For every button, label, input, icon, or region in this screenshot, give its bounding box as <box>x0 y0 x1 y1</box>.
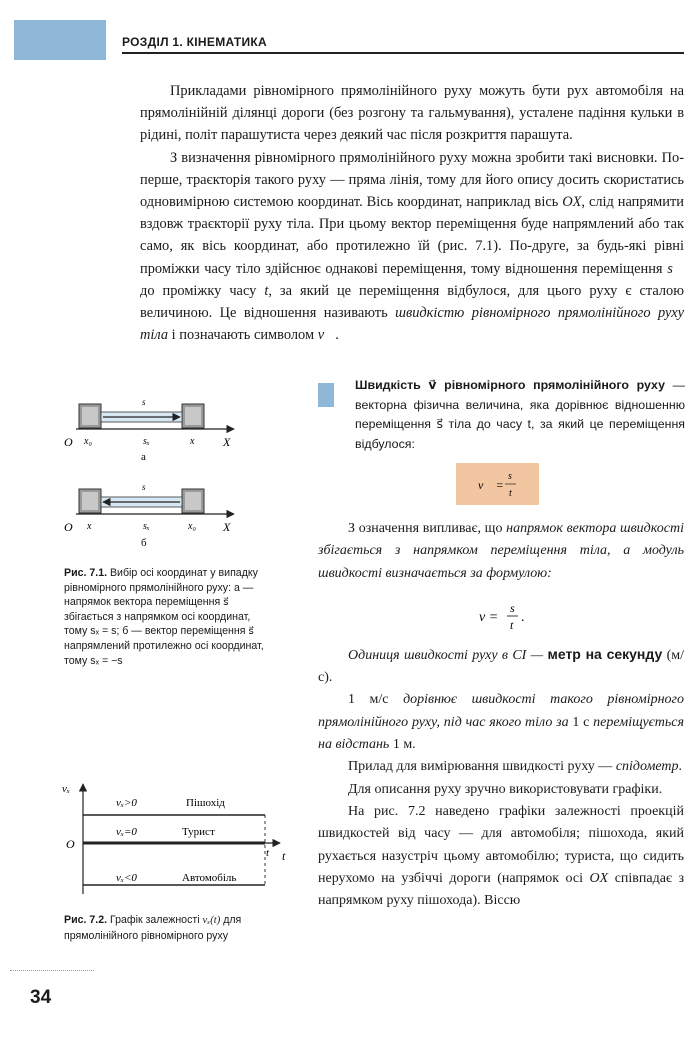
formula-speed-vector <box>456 463 539 505</box>
svg-text:x: x <box>87 521 92 532</box>
svg-text:s⃗: s⃗ <box>508 471 520 482</box>
figure-7-1 <box>58 392 248 552</box>
formula-box <box>456 463 539 505</box>
svg-text:O: O <box>64 520 73 534</box>
svg-text:sₓ: sₓ <box>143 521 150 532</box>
svg-text:Турист: Турист <box>182 826 215 838</box>
page-number: 34 <box>30 987 52 1008</box>
svg-text:.: . <box>521 609 525 625</box>
svg-text:а: а <box>141 451 146 463</box>
paragraph-unit: Одиниця швидкості руху в СІ — метр на секунду (м/с). <box>318 645 684 686</box>
svg-text:sₓ: sₓ <box>143 436 150 447</box>
svg-text:vₓ>0: vₓ>0 <box>116 797 137 809</box>
term-speed: швидкістю рівномірного прямолінійного руху тіла <box>140 305 685 344</box>
paragraph-direction: З означення випливає, що напрямок вектора швидкості збігається з напрямком переміщення тіла, а модуль швидкості визначається за формулою: <box>318 521 684 581</box>
svg-text:Автомобіль: Автомобіль <box>182 872 237 884</box>
svg-text:X: X <box>223 520 231 534</box>
figure-7-2-caption: Рис. 7.2. Графік залежності vₓ(t) для прямолінійного рівномірного руху <box>64 914 242 942</box>
svg-text:s⃗: s⃗ <box>142 482 153 492</box>
svg-text:X: X <box>223 435 231 449</box>
svg-text:O: O <box>64 435 73 449</box>
svg-text:t: t <box>509 488 512 499</box>
header-rule <box>122 52 684 54</box>
scan-artifact <box>10 970 94 971</box>
svg-text:x₀: x₀ <box>84 436 92 447</box>
figure-7-1-caption: Рис. 7.1. Вибір осі координат у випадку рівномірного прямолінійного руху: а — напрямок вектора переміщення s⃗ збігається з напрямком осі координат, тому sₓ = s; б — вектор переміщення s⃗ напрямлений протилежно осі координат, тому sₓ = −s <box>64 567 264 667</box>
svg-text:v⃗ =: v⃗ = <box>478 478 504 492</box>
svg-text:x: x <box>190 436 195 447</box>
definition-term: Швидкість v⃗ рівномірного прямолінійного руху <box>355 378 665 392</box>
paragraph-unit-definition: 1 м/с дорівнює швидкості такого рівномірного прямолінійного руху, під час якого тіло за 1 с переміщується на відстань 1 м. <box>318 692 684 753</box>
figure-7-1-b <box>64 482 234 549</box>
svg-text:v =: v = <box>479 609 499 625</box>
figure-7-2 <box>58 778 298 900</box>
svg-text:vₓ=0: vₓ=0 <box>116 826 137 838</box>
definition-block: Швидкість v⃗ рівномірного прямолінійного руху — векторна фізична величина, яка дорівнює відношенню переміщення s⃗ тіла до часу t, за який це переміщення відбулося: <box>355 378 685 451</box>
main-text <box>140 80 684 346</box>
svg-text:vₓ: vₓ <box>62 783 71 795</box>
paragraph-speedometer: Прилад для вимірювання швидкості руху — спідометр. <box>348 759 683 775</box>
svg-text:б: б <box>141 537 147 549</box>
svg-text:t: t <box>510 617 514 632</box>
svg-text:t: t <box>282 849 286 863</box>
svg-text:s⃗: s⃗ <box>142 397 153 407</box>
paragraph-conclusions: З визначення рівномірного прямолінійного руху можна зробити такі висновки. По-перше, траєкторія такого руху — пряма лінія, тому для його опису досить скористатись одновимірною системою координат. Вісь координат, наприклад вісь OX, слід напрямити вздовж траєкторії руху тіла. При цьому вектор переміщення буде напрямлений або так само, як вісь координат, або протилежно їй (рис. 7.1). По-друге, за будь-які рівні проміжки часу тіло здійснює однакові переміщення, тому відношення переміщення s⃗ до проміжку часу t, за який це переміщення відбулося, для цього руху є сталою величиною. Це відношення називають швидкістю рівномірного прямолінійного руху тіла і позначають символом v⃗. <box>140 149 685 344</box>
figure-7-1-a <box>64 397 234 463</box>
paragraph-examples: Прикладами рівномірного прямолінійного руху можуть бути рух автомобіля на прямолінійній ділянці дороги (без розгону та гальмування), усталене падіння кульки в рідині, політ парашутиста через деякий час після розкриття парашута. <box>140 83 684 144</box>
definition-marker <box>318 383 334 407</box>
svg-text:s: s <box>510 600 515 615</box>
paragraph-graphs: Для описання руху зручно використовувати графіки. <box>348 781 663 797</box>
section-color-tab <box>14 20 106 60</box>
svg-text:Пішохід: Пішохід <box>186 797 225 809</box>
section-title: РОЗДІЛ 1. КІНЕМАТИКА <box>122 35 268 49</box>
svg-text:vₓ<0: vₓ<0 <box>116 872 137 884</box>
formula-speed-scalar <box>318 585 684 643</box>
svg-text:x₀: x₀ <box>188 521 196 532</box>
right-column-text <box>318 518 684 912</box>
svg-text:O: O <box>66 837 75 851</box>
paragraph-figure-ref: На рис. 7.2 наведено графіки залежності проекцій швидкостей від часу — для автомобіля; пішохода, який рухається назустріч цьому автомобілю; туриста, що сидить нерухомо на узбіччі дороги (напрямок осі OX співпадає з напрямком руху пішохода). Віссю <box>318 803 684 909</box>
svg-text:t: t <box>266 847 270 859</box>
